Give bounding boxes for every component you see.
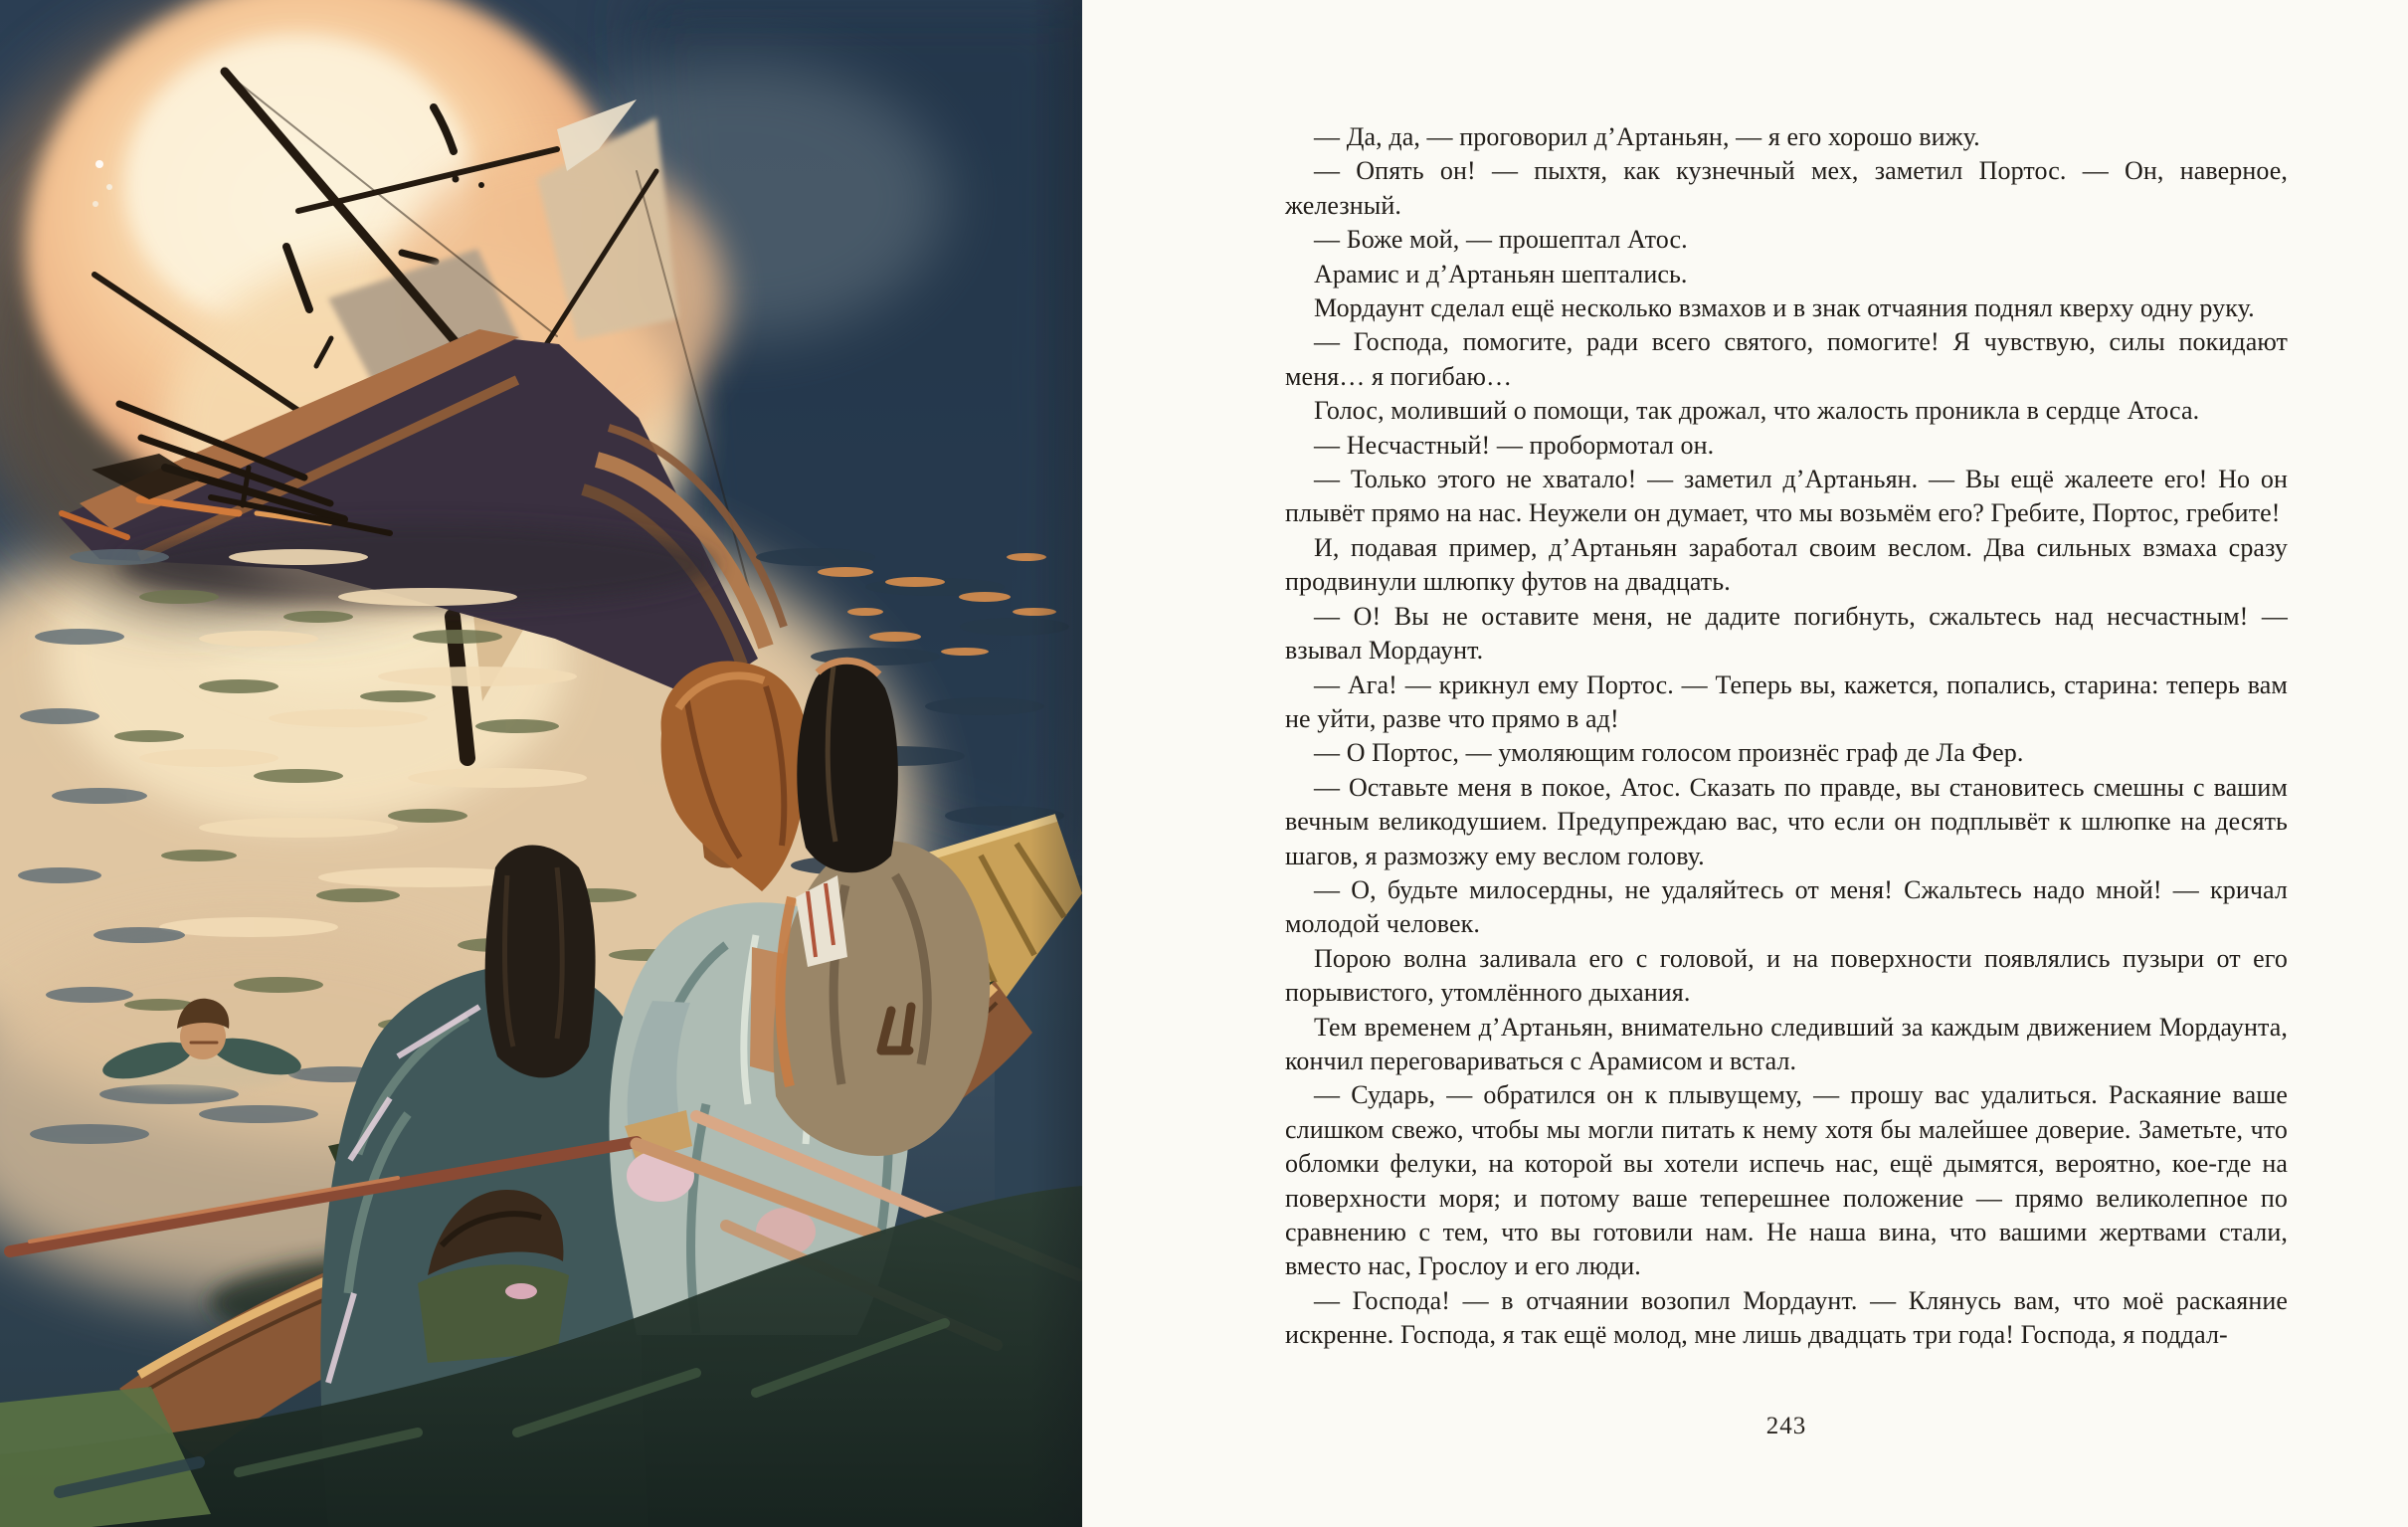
paragraph: — Боже мой, — прошептал Атос. (1314, 225, 1688, 255)
paragraph: — Несчастный! — пробормотал он. (1314, 430, 1715, 460)
paragraph: Голос, моливший о помощи, так дрожал, что жалость проникла в сердце Атоса. (1314, 396, 2200, 426)
paragraph: Тем временем д’Артаньян, внимательно следивший за каждым движением Мордаунта, кончил переговариваться с Арамисом и встал. (1285, 1012, 2288, 1075)
page-fold-shadow (1030, 0, 1082, 1527)
text-block (1285, 120, 2288, 1353)
paragraph: — Только этого не хватало! — заметил д’Артаньян. — Вы ещё жалеете его! Но он плывёт прямо на нас. Неужели он думает, что мы возьмём его? Гребите, Портос, гребите! (1285, 465, 2288, 528)
paragraph: — Господа! — в отчаянии возопил Мордаунт. — Клянусь вам, что моё раскаяние искренне. Господа, я так ещё молод, мне лишь двадцать три года! Господа, я поддал- (1285, 1285, 2288, 1350)
paragraph: Арамис и д’Артаньян шептались. (1314, 259, 1688, 288)
paragraph: — Да, да, — проговорил д’Артаньян, — я его хорошо вижу. (1314, 122, 1980, 151)
paragraph: — Опять он! — пыхтя, как кузнечный мех, заметил Портос. — Он, наверное, железный. (1285, 156, 2288, 220)
paragraph: — Сударь, — обратился он к плывущему, — прошу вас удалиться. Раскаяние ваше слишком свежо, чтобы мы могли питать к нему хотя бы малейшее доверие. Заметьте, что обломки фелуки, на которой вы хотели испечь нас, ещё дымятся, вероятно, кое-где на поверхности моря; и потому ваше теперешнее положение — прямо великолепное по сравнению с тем, что вы готовили нам. Не наша вина, что вашими жертвами стали, вместо нас, Грослоу и его люди. (1285, 1080, 2288, 1281)
paragraph: — О Портос, — умоляющим голосом произнёс граф де Ла Фер. (1314, 738, 2024, 768)
paragraph: Порою волна заливала его с головой, и на поверхности появлялись пузыри от его порывистого, утомлённого дыхания. (1285, 943, 2288, 1008)
paragraph: — О! Вы не оставите меня, не дадите погибнуть, сжальтесь над несчастным! — взывал Мордаунт. (1285, 601, 2288, 666)
paragraph: Мордаунт сделал ещё несколько взмахов и в знак отчаяния поднял кверху одну руку. (1314, 293, 2255, 323)
book-illustration (0, 0, 1082, 1527)
paragraph: — Ага! — крикнул ему Портос. — Теперь вы, кажется, попались, старина: теперь вам не уйти, разве что прямо в ад! (1285, 669, 2288, 733)
paragraph: И, подавая пример, д’Артаньян заработал своим веслом. Два сильных взмаха сразу продвинули шлюпку футов на двадцать. (1285, 532, 2288, 597)
illustration-page (0, 0, 1082, 1527)
paragraph: — Оставьте меня в покое, Атос. Сказать по правде, вы становитесь смешны с вашим вечным великодушием. Предупреждаю вас, что если он подплывёт к шлюпке на десять шагов, я размозжу ему веслом голову. (1285, 772, 2288, 870)
page-number: 243 (1765, 1413, 1807, 1439)
paragraph: — О, будьте милосердны, не удаляйтесь от меня! Сжальтесь надо мной! — кричал молодой человек. (1285, 874, 2288, 939)
paragraph: — Господа, помогите, ради всего святого, помогите! Я чувствую, силы покидают меня… я погибаю… (1285, 327, 2288, 391)
text-page (1082, 0, 2408, 1527)
